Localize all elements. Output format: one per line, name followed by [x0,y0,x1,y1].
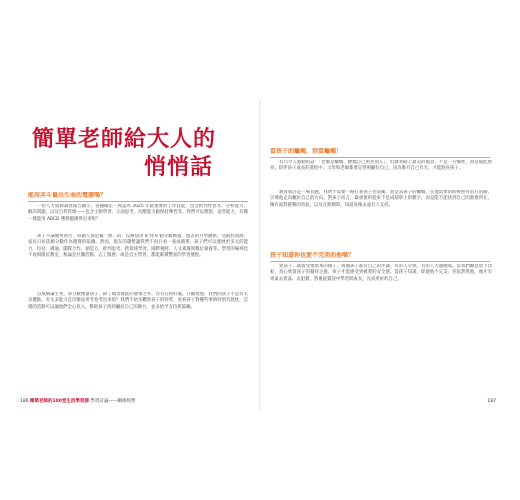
book-title-footer: 簡單老師的100堂生活學習課 [30,399,89,404]
page-number-left: 186 [20,399,29,404]
page-footer-left [20,398,135,404]
book-spine [259,100,261,410]
paragraph-1: 一份人力資源調查報告顯示，各國確定一致認為 2025 年最重要的工作技能，包含批判性思考、分析能力、解決問題，以及自我管理——包含主動學習、正面思考、抗壓能力跟保持彈性等。我們可以想想，這些能力，有哪一樣能用 ABCD 選擇題測得出來呢？ [28,204,248,222]
right-paragraph-3: 愛孩子，就接受他原本的樣子。每個孩子都有自己的步調，有的人早熟，有的人大器晚成。當我們願意放下比較，真心欣賞孩子的獨特之處，孩子才能感受到被愛的安全感。當孩子知道，即使他不完美，你依然愛他，他才有勇氣去嘗試、去犯錯，然後從錯誤中學習與成長，長成更好的自己。 [270,264,492,282]
paragraph-2: 孩子不論優秀與否，每個人都是獨一無二的，沒辦法用 8 到 9 個分數衡量。過去的升學體系，受限於資源，家長只好依賴分數作為選擇的依據。然而，現在的趨勢讓我們不再只看一張成績單，孩子們可以發展更多元的能力，包括：溝通、團隊合作、創造力、批判思考、跨領域學習、國際視野、人文素養與數位素養等。學習的場域也不再侷限於教室，無論是社團活動、志工服務，或是自主學習，都能累積豐富的學習歷程。 [28,234,248,259]
right-page [262,100,502,410]
section-divider-2 [270,261,490,262]
section-divider [28,201,248,202]
book-spread [18,100,502,410]
section-question-1: 當孩子的蠟燭，別當蠟燭！ [270,148,343,155]
right-paragraph-2: 教育或許是一場長跑，我們不需要一路扛著孩子往前衝，而是當孩子的蠟燭，在他需要的時候照亮前方的路，引導他走向屬於自己的方向。對孩子而言，最重要的從來不是成績單上的數字，而是能不能找到自己的熱情所在，擁有面對挑戰的勇氣，以及在跌倒時，知道身後永遠有人支持。 [270,190,492,208]
paragraph-3: 以成績論生死，拿分數衡量孩子，除了傷害彼此的感情之外，沒有任何好處。仔細想想，我們的孩子不是有太多優點，有太多能力是沒辦法用考卷考出來的？我們不妨多觀察孩子的特質，看看孩子對哪些事情特別有熱忱，怎樣的活動可以讓他們全心投入，幫助孩子找到屬於自己的舞台，並多給予支持與鼓勵。 [28,292,248,310]
section-title-footer: 學習討論——關係經營 [90,399,136,404]
section-divider-1 [270,157,490,158]
chapter-title-line2: 悄悄話 [144,155,214,180]
section-question-2: 孩子知道你也愛不完美的他嗎？ [270,252,355,259]
chapter-title-line1: 簡單老師給大人的 [32,127,217,152]
right-paragraph-1: 有句令人感動的話：「老師是蠟燭，燃燒自己照亮別人」。但教育路上最美的風景，不是一方犧牲，而是彼此照亮。陪伴孩子成長的過程中，父母和老師都要記得照顧好自己，因為唯有自己有光，才能點亮孩子。 [270,160,492,172]
page-number-right: 187 [487,399,496,404]
section-question: 能用弄斗量出生命的寬廣嗎？ [28,192,107,199]
left-page [18,100,258,410]
